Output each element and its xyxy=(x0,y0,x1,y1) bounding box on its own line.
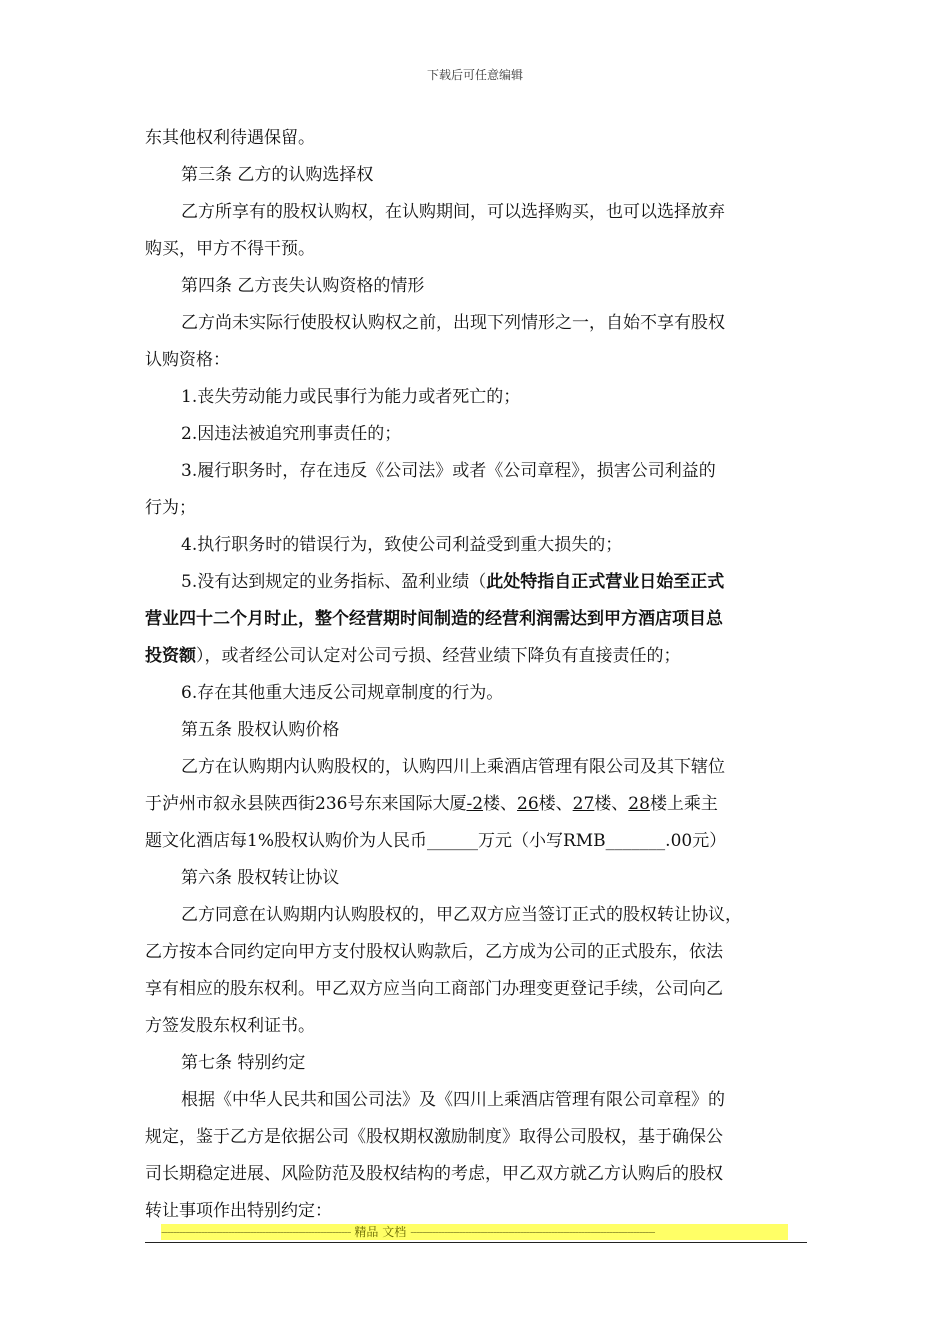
list-item-3-line-1: 3.履行职务时，存在违反《公司法》或者《公司章程》，损害公司利益的 xyxy=(181,461,716,481)
article-7-line-4: 转让事项作出特别约定： xyxy=(145,1201,332,1221)
article-5-title: 第五条 股权认购价格 xyxy=(181,720,340,740)
article-5-line-1: 乙方在认购期内认购股权的，认购四川上乘酒店管理有限公司及其下辖位 xyxy=(181,757,725,777)
article-6-line-3: 享有相应的股东权利。甲乙双方应当向工商部门办理变更登记手续，公司向乙 xyxy=(145,979,723,999)
article-4-title: 第四条 乙方丧失认购资格的情形 xyxy=(181,276,425,296)
address-text: 于泸州市叙永县陕西街236号东来国际大厦 xyxy=(145,794,467,814)
article-3-line-1: 乙方所享有的股权认购权，在认购期间，可以选择购买，也可以选择放弃 xyxy=(181,202,725,222)
item-5-text: 5.没有达到规定的业务指标、盈利业绩（ xyxy=(181,572,487,592)
list-item-1: 1.丧失劳动能力或民事行为能力或者死亡的； xyxy=(181,387,521,407)
floor-sep-1: 楼、 xyxy=(483,794,518,814)
floor-28: 28 xyxy=(628,794,650,814)
paragraph-continuation: 东其他权利待遇保留。 xyxy=(145,128,315,148)
article-4-line-2: 认购资格： xyxy=(145,350,230,370)
floor-27: 27 xyxy=(572,794,595,814)
article-7-title: 第七条 特别约定 xyxy=(181,1053,306,1073)
floor-26: 26 xyxy=(517,794,539,814)
floor-sep-2: 楼、 xyxy=(538,794,573,814)
list-item-3-line-2: 行为； xyxy=(145,498,196,518)
list-item-2: 2.因违法被追究刑事责任的； xyxy=(181,424,402,444)
document-body xyxy=(145,120,807,1230)
list-item-4: 4.执行职务时的错误行为，致使公司利益受到重大损失的； xyxy=(181,535,623,555)
floor-minus-2: -2 xyxy=(466,794,484,814)
footer-watermark-band xyxy=(161,1224,788,1240)
footer-left-dashes: -------------------------------------------------------------- xyxy=(161,1225,351,1239)
item-5-text-end: ），或者经公司认定对公司亏损、经营业绩下降负有直接责任的； xyxy=(196,646,681,666)
floor-sep-3: 楼、 xyxy=(594,794,629,814)
article-5-line-2 xyxy=(145,786,807,823)
list-item-5-line-3 xyxy=(145,638,807,675)
article-3-line-2: 购买，甲方不得干预。 xyxy=(145,239,315,259)
article-6-line-2: 乙方按本合同约定向甲方支付股权认购款后，乙方成为公司的正式股东，依法 xyxy=(145,942,723,962)
article-5-line-3: 题文化酒店每1%股权认购价为人民币______万元（小写RMB_______.00元） xyxy=(145,831,727,851)
footer-right-dashes: -------------------------------------------------------------------------------- xyxy=(410,1225,655,1239)
article-7-line-1: 根据《中华人民共和国公司法》及《四川上乘酒店管理有限公司章程》的 xyxy=(181,1090,725,1110)
item-5-bold-end: 投资额 xyxy=(145,646,196,666)
item-5-bold-note: 此处特指自正式营业日始至正式 xyxy=(486,572,725,592)
article-7-line-3: 司长期稳定进展、风险防范及股权结构的考虑，甲乙双方就乙方认购后的股权 xyxy=(145,1164,723,1184)
article-6-line-1: 乙方同意在认购期内认购股权的，甲乙双方应当签订正式的股权转让协议， xyxy=(181,905,742,925)
article-7-line-2: 规定，鉴于乙方是依据公司《股权期权激励制度》取得公司股权，基于确保公 xyxy=(145,1127,723,1147)
footer-text: 精品 文档 xyxy=(354,1225,407,1239)
article-6-line-4: 方签发股东权利证书。 xyxy=(145,1016,315,1036)
article-3-title: 第三条 乙方的认购选择权 xyxy=(181,165,374,185)
article-6-title: 第六条 股权转让协议 xyxy=(181,868,340,888)
footer-divider xyxy=(145,1242,807,1243)
article-4-line-1: 乙方尚未实际行使股权认购权之前，出现下列情形之一，自始不享有股权 xyxy=(181,313,725,333)
address-end: 楼上乘主 xyxy=(649,794,718,814)
list-item-6: 6.存在其他重大违反公司规章制度的行为。 xyxy=(181,683,504,703)
list-item-5-line-2: 营业四十二个月时止，整个经营期时间制造的经营利润需达到甲方酒店项目总 xyxy=(145,609,723,629)
header-note: 下载后可任意编辑 xyxy=(426,68,523,82)
list-item-5-line-1 xyxy=(145,564,807,601)
